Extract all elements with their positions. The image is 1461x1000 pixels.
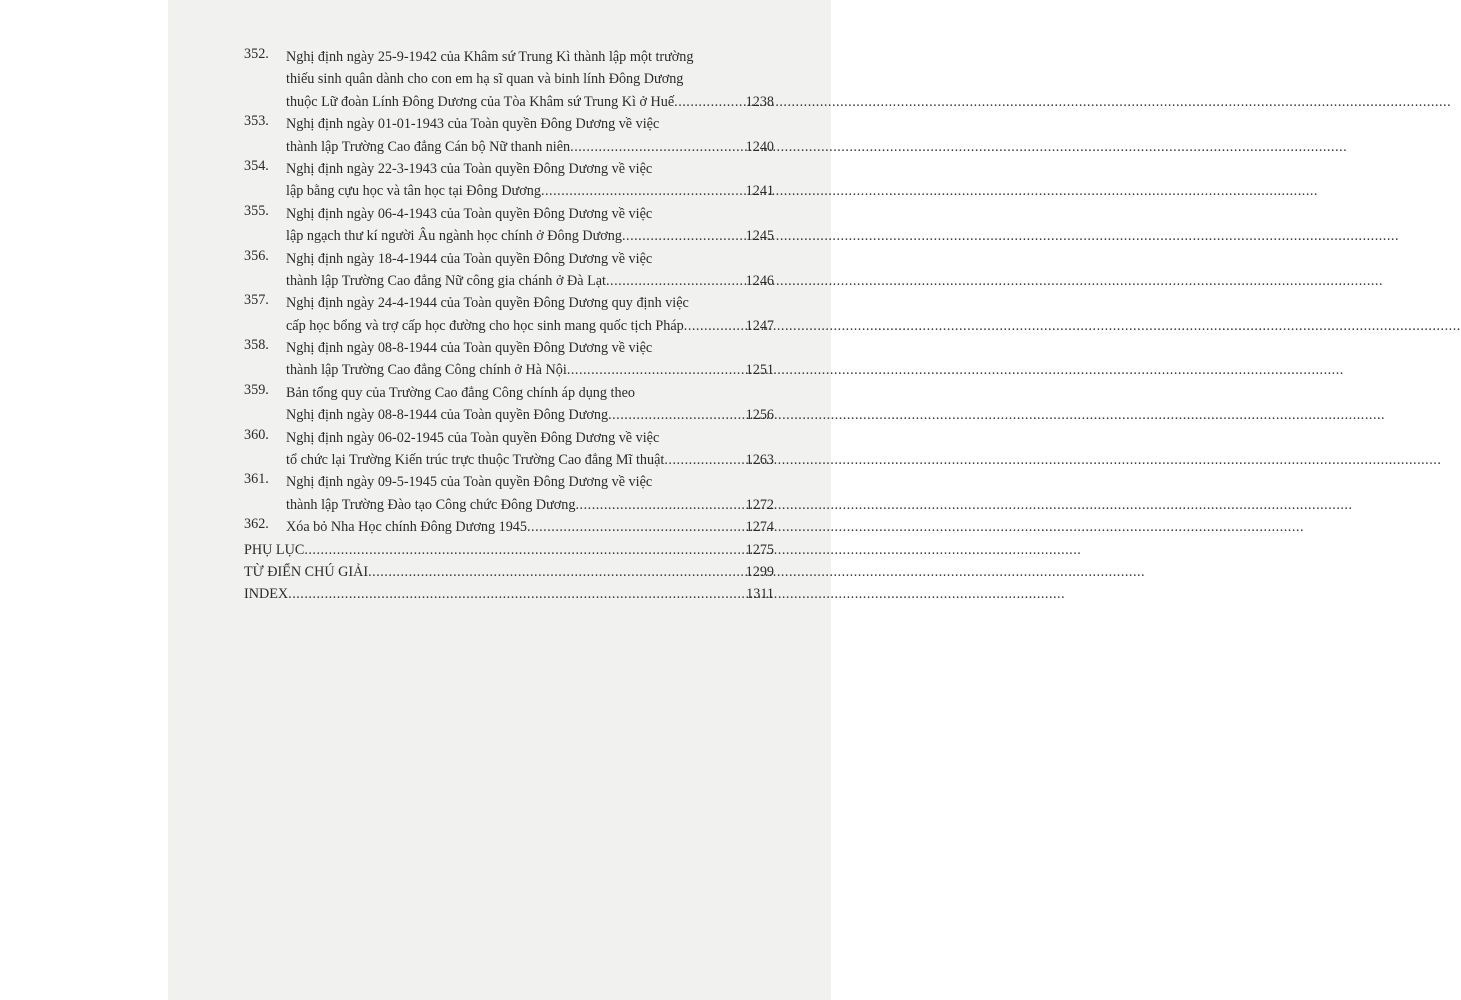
toc-page-number: 1241 [745, 183, 774, 200]
table-of-contents [244, 46, 774, 606]
toc-entry[interactable] [244, 113, 774, 158]
toc-entry-number: 354. [244, 157, 269, 174]
toc-page-number: 1246 [745, 272, 774, 289]
toc-section[interactable] [244, 583, 774, 605]
toc-entry[interactable] [244, 516, 774, 538]
toc-entry-title: Nghị định ngày 06-4-1943 của Toàn quyền Đông Dương về việc [286, 205, 653, 222]
toc-entry[interactable] [244, 471, 774, 516]
toc-entry-title: thành lập Trường Đào tạo Công chức Đông Dương [286, 496, 576, 513]
toc-entry-number: 359. [244, 381, 269, 398]
toc-entry-title: thiếu sinh quân dành cho con em hạ sĩ quan và binh lính Đông Dương [286, 71, 684, 88]
dot-leader [368, 561, 745, 583]
toc-page-number: 1311 [746, 586, 774, 603]
dot-leader [622, 225, 745, 247]
toc-entry-title: Nghị định ngày 22-3-1943 của Toàn quyền Đông Dương về việc [286, 160, 653, 177]
toc-page-number: 1256 [745, 407, 774, 424]
dot-leader [664, 449, 744, 471]
toc-section-title: INDEX [244, 586, 289, 603]
toc-section[interactable] [244, 561, 774, 583]
toc-entry-number: 353. [244, 113, 269, 130]
toc-entry-title: cấp học bổng và trợ cấp học đường cho học sinh mang quốc tịch Pháp [286, 317, 684, 334]
toc-entry-number: 361. [244, 471, 269, 488]
toc-entry-number: 352. [244, 46, 269, 62]
toc-entry-title: thành lập Trường Cao đẳng Cán bộ Nữ thanh niên [286, 138, 571, 155]
toc-entry-title: Xóa bỏ Nha Học chính Đông Dương 1945 [286, 519, 527, 536]
toc-entry-title: lập ngạch thư kí người Âu ngành học chính ở Đông Dương [286, 228, 622, 245]
toc-page-number: 1238 [745, 93, 774, 110]
toc-page-number: 1274 [745, 519, 774, 536]
toc-entry-title: Nghị định ngày 06-02-1945 của Toàn quyền Đông Dương về việc [286, 429, 660, 446]
toc-entry-title: Nghị định ngày 01-01-1943 của Toàn quyền Đông Dương về việc [286, 116, 660, 133]
toc-entry[interactable] [244, 337, 774, 382]
dot-leader [608, 404, 745, 426]
toc-page-number: 1245 [745, 228, 774, 245]
toc-page-number: 1263 [745, 452, 774, 469]
toc-entry-title: Nghị định ngày 08-8-1944 của Toàn quyền Đông Dương [286, 407, 609, 424]
toc-entry[interactable] [244, 46, 774, 113]
toc-entry-title: thuộc Lữ đoàn Lính Đông Dương của Tòa Khâm sứ Trung Kì ở Huế [286, 93, 675, 110]
toc-section-title: TỪ ĐIỂN CHÚ GIẢI [244, 563, 369, 580]
toc-page-number: 1272 [745, 496, 774, 513]
toc-entry[interactable] [244, 427, 774, 472]
toc-entry-title: Nghị định ngày 24-4-1944 của Toàn quyền Đông Dương quy định việc [286, 295, 689, 312]
toc-section-title: PHỤ LỤC [244, 541, 305, 558]
toc-page-number: 1275 [745, 541, 774, 558]
toc-section[interactable] [244, 539, 774, 561]
toc-page-number: 1299 [745, 563, 774, 580]
toc-page-number: 1251 [745, 362, 774, 379]
toc-entry-title: Nghị định ngày 25-9-1942 của Khâm sứ Trung Kì thành lập một trường [286, 49, 694, 65]
toc-entry-title: Nghị định ngày 18-4-1944 của Toàn quyền Đông Dương về việc [286, 250, 653, 267]
dot-leader [576, 494, 745, 516]
toc-entry-number: 362. [244, 516, 269, 533]
toc-entry-number: 356. [244, 247, 269, 264]
toc-entry[interactable] [244, 203, 774, 248]
toc-page-number: 1240 [745, 138, 774, 155]
toc-entry-title: thành lập Trường Cao đẳng Nữ công gia chánh ở Đà Lạt [286, 272, 606, 289]
dot-leader [606, 270, 745, 292]
toc-entry[interactable] [244, 292, 774, 337]
dot-leader [674, 91, 744, 113]
dot-leader [288, 583, 745, 605]
dot-leader [684, 315, 745, 337]
toc-entry-number: 355. [244, 202, 269, 219]
toc-entry-title: thành lập Trường Cao đẳng Công chính ở Hà Nội [286, 362, 567, 379]
toc-entry-number: 360. [244, 426, 269, 443]
toc-entry[interactable] [244, 382, 774, 427]
toc-entry[interactable] [244, 158, 774, 203]
dot-leader [567, 359, 745, 381]
dot-leader [541, 180, 745, 202]
toc-entry-title: lập bằng cựu học và tân học tại Đông Dương [286, 183, 541, 200]
toc-entry[interactable] [244, 248, 774, 293]
dot-leader [570, 136, 744, 158]
toc-entry-title: Bản tổng quy của Trường Cao đẳng Công chính áp dụng theo [286, 384, 635, 401]
toc-entry-number: 358. [244, 337, 269, 354]
dot-leader [304, 539, 744, 561]
toc-entry-number: 357. [244, 292, 269, 309]
toc-entry-title: tổ chức lại Trường Kiến trúc trực thuộc Trường Cao đẳng Mĩ thuật [286, 452, 665, 469]
toc-entry-title: Nghị định ngày 08-8-1944 của Toàn quyền Đông Dương về việc [286, 340, 653, 357]
toc-page-number: 1247 [745, 317, 774, 334]
toc-entry-title: Nghị định ngày 09-5-1945 của Toàn quyền Đông Dương về việc [286, 474, 653, 491]
dot-leader [527, 516, 745, 538]
